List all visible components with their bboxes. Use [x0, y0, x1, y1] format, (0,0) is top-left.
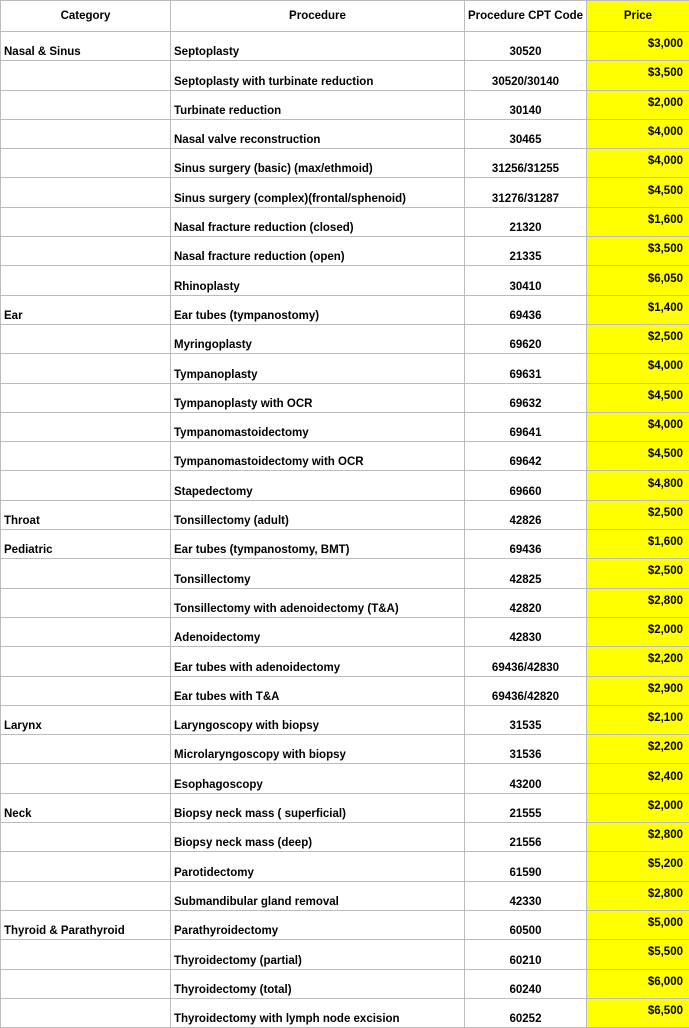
- procedure-cell: Nasal fracture reduction (closed): [171, 207, 465, 236]
- category-cell: [1, 676, 171, 705]
- procedure-cell: Thyroidectomy with lymph node excision: [171, 998, 465, 1027]
- cpt-code-cell: 69436: [465, 295, 587, 324]
- category-cell: [1, 969, 171, 998]
- category-cell: [1, 823, 171, 852]
- cpt-code-cell: 60240: [465, 969, 587, 998]
- table-row: [1, 647, 689, 676]
- cpt-code-cell: 30465: [465, 119, 587, 148]
- cpt-code-cell: 21556: [465, 823, 587, 852]
- cpt-code-cell: 69660: [465, 471, 587, 500]
- cpt-code-cell: 60500: [465, 910, 587, 939]
- cpt-code-cell: 42330: [465, 881, 587, 910]
- table-body: [1, 32, 689, 1028]
- category-cell: [1, 383, 171, 412]
- price-cell: $1,400: [587, 295, 689, 324]
- price-cell: $2,200: [587, 647, 689, 676]
- category-cell: [1, 588, 171, 617]
- price-cell: $3,000: [587, 32, 689, 61]
- procedure-cell: Sinus surgery (basic) (max/ethmoid): [171, 149, 465, 178]
- procedure-cell: Biopsy neck mass ( superficial): [171, 793, 465, 822]
- procedure-cell: Turbinate reduction: [171, 90, 465, 119]
- procedure-cell: Tympanoplasty with OCR: [171, 383, 465, 412]
- category-cell: [1, 324, 171, 353]
- price-cell: $2,500: [587, 500, 689, 529]
- header-row: [1, 1, 689, 32]
- cpt-code-cell: 30520: [465, 32, 587, 61]
- price-cell: $4,000: [587, 149, 689, 178]
- cpt-code-cell: 31535: [465, 705, 587, 734]
- cpt-code-cell: 30520/30140: [465, 61, 587, 90]
- category-cell: [1, 266, 171, 295]
- cpt-code-cell: 30140: [465, 90, 587, 119]
- category-cell: Ear: [1, 295, 171, 324]
- price-cell: $4,000: [587, 119, 689, 148]
- cpt-code-cell: 31536: [465, 735, 587, 764]
- price-cell: $2,800: [587, 588, 689, 617]
- procedure-cell: Myringoplasty: [171, 324, 465, 353]
- header-price: Price: [587, 1, 689, 32]
- price-cell: $6,050: [587, 266, 689, 295]
- category-cell: [1, 852, 171, 881]
- price-cell: $4,800: [587, 471, 689, 500]
- category-cell: Larynx: [1, 705, 171, 734]
- cpt-code-cell: 69620: [465, 324, 587, 353]
- category-cell: [1, 237, 171, 266]
- cpt-code-cell: 61590: [465, 852, 587, 881]
- table-row: [1, 324, 689, 353]
- table-row: [1, 705, 689, 734]
- table-row: [1, 90, 689, 119]
- table-row: [1, 442, 689, 471]
- procedure-cell: Tympanomastoidectomy: [171, 412, 465, 441]
- table-row: [1, 617, 689, 646]
- table-row: [1, 852, 689, 881]
- price-cell: $4,500: [587, 383, 689, 412]
- category-cell: [1, 149, 171, 178]
- procedure-cell: Nasal valve reconstruction: [171, 119, 465, 148]
- cpt-code-cell: 42830: [465, 617, 587, 646]
- procedure-cell: Ear tubes with adenoidectomy: [171, 647, 465, 676]
- price-cell: $3,500: [587, 61, 689, 90]
- price-cell: $3,500: [587, 237, 689, 266]
- price-cell: $1,600: [587, 207, 689, 236]
- category-cell: Throat: [1, 500, 171, 529]
- table-row: [1, 588, 689, 617]
- procedure-cell: Biopsy neck mass (deep): [171, 823, 465, 852]
- category-cell: [1, 412, 171, 441]
- table-row: [1, 940, 689, 969]
- table-row: [1, 998, 689, 1027]
- category-cell: [1, 998, 171, 1027]
- procedure-cell: Ear tubes (tympanostomy, BMT): [171, 530, 465, 559]
- cpt-code-cell: 69641: [465, 412, 587, 441]
- table-row: [1, 910, 689, 939]
- table-row: [1, 295, 689, 324]
- cpt-code-cell: 69436: [465, 530, 587, 559]
- price-cell: $6,000: [587, 969, 689, 998]
- category-cell: Pediatric: [1, 530, 171, 559]
- cpt-code-cell: 42825: [465, 559, 587, 588]
- category-cell: [1, 617, 171, 646]
- table-row: [1, 793, 689, 822]
- table-row: [1, 881, 689, 910]
- table-row: [1, 61, 689, 90]
- category-cell: [1, 471, 171, 500]
- cpt-code-cell: 69436/42830: [465, 647, 587, 676]
- cpt-code-cell: 69631: [465, 354, 587, 383]
- procedure-cell: Sinus surgery (complex)(frontal/sphenoid): [171, 178, 465, 207]
- procedure-cell: Tympanomastoidectomy with OCR: [171, 442, 465, 471]
- table-row: [1, 119, 689, 148]
- procedure-cell: Parathyroidectomy: [171, 910, 465, 939]
- price-cell: $2,000: [587, 90, 689, 119]
- table-row: [1, 354, 689, 383]
- category-cell: [1, 207, 171, 236]
- table-row: [1, 471, 689, 500]
- procedure-cell: Submandibular gland removal: [171, 881, 465, 910]
- procedure-cell: Parotidectomy: [171, 852, 465, 881]
- price-cell: $2,000: [587, 793, 689, 822]
- category-cell: Neck: [1, 793, 171, 822]
- category-cell: [1, 442, 171, 471]
- cpt-code-cell: 21555: [465, 793, 587, 822]
- price-cell: $5,500: [587, 940, 689, 969]
- price-cell: $4,500: [587, 442, 689, 471]
- category-cell: [1, 90, 171, 119]
- header-cpt-code: Procedure CPT Code: [465, 1, 587, 32]
- price-cell: $2,800: [587, 881, 689, 910]
- table-row: [1, 500, 689, 529]
- procedure-cell: Tympanoplasty: [171, 354, 465, 383]
- procedure-cell: Stapedectomy: [171, 471, 465, 500]
- table-row: [1, 149, 689, 178]
- table-row: [1, 764, 689, 793]
- category-cell: [1, 559, 171, 588]
- cpt-code-cell: 69642: [465, 442, 587, 471]
- cpt-code-cell: 43200: [465, 764, 587, 793]
- price-cell: $4,000: [587, 412, 689, 441]
- cpt-code-cell: 42826: [465, 500, 587, 529]
- category-cell: [1, 647, 171, 676]
- procedure-cell: Ear tubes with T&A: [171, 676, 465, 705]
- category-cell: [1, 764, 171, 793]
- table-row: [1, 237, 689, 266]
- procedure-cell: Microlaryngoscopy with biopsy: [171, 735, 465, 764]
- procedure-cell: Thyroidectomy (total): [171, 969, 465, 998]
- price-cell: $2,800: [587, 823, 689, 852]
- table-row: [1, 412, 689, 441]
- cpt-code-cell: 60252: [465, 998, 587, 1027]
- table-row: [1, 178, 689, 207]
- procedure-cell: Tonsillectomy with adenoidectomy (T&A): [171, 588, 465, 617]
- table-row: [1, 559, 689, 588]
- table-row: [1, 676, 689, 705]
- price-cell: $5,200: [587, 852, 689, 881]
- price-cell: $2,000: [587, 617, 689, 646]
- header-procedure: Procedure: [171, 1, 465, 32]
- price-cell: $1,600: [587, 530, 689, 559]
- table-row: [1, 823, 689, 852]
- procedure-cell: Rhinoplasty: [171, 266, 465, 295]
- procedure-cell: Nasal fracture reduction (open): [171, 237, 465, 266]
- header-category: Category: [1, 1, 171, 32]
- cpt-code-cell: 21335: [465, 237, 587, 266]
- price-cell: $2,100: [587, 705, 689, 734]
- price-cell: $2,500: [587, 324, 689, 353]
- procedure-cell: Thyroidectomy (partial): [171, 940, 465, 969]
- table-row: [1, 383, 689, 412]
- cpt-code-cell: 21320: [465, 207, 587, 236]
- table-row: [1, 207, 689, 236]
- category-cell: [1, 119, 171, 148]
- price-cell: $4,000: [587, 354, 689, 383]
- category-cell: Nasal & Sinus: [1, 32, 171, 61]
- table-row: [1, 266, 689, 295]
- category-cell: [1, 881, 171, 910]
- procedure-cell: Ear tubes (tympanostomy): [171, 295, 465, 324]
- category-cell: [1, 940, 171, 969]
- price-cell: $4,500: [587, 178, 689, 207]
- cpt-code-cell: 31276/31287: [465, 178, 587, 207]
- procedure-cell: Adenoidectomy: [171, 617, 465, 646]
- cpt-code-cell: 31256/31255: [465, 149, 587, 178]
- cpt-code-cell: 69436/42820: [465, 676, 587, 705]
- category-cell: [1, 354, 171, 383]
- cpt-code-cell: 60210: [465, 940, 587, 969]
- cpt-code-cell: 42820: [465, 588, 587, 617]
- table-row: [1, 969, 689, 998]
- procedure-cell: Tonsillectomy: [171, 559, 465, 588]
- category-cell: [1, 178, 171, 207]
- price-cell: $2,400: [587, 764, 689, 793]
- procedure-cell: Laryngoscopy with biopsy: [171, 705, 465, 734]
- price-cell: $2,500: [587, 559, 689, 588]
- price-cell: $2,900: [587, 676, 689, 705]
- procedure-cell: Septoplasty: [171, 32, 465, 61]
- table-row: [1, 735, 689, 764]
- procedure-cell: Septoplasty with turbinate reduction: [171, 61, 465, 90]
- price-cell: $2,200: [587, 735, 689, 764]
- procedure-cell: Esophagoscopy: [171, 764, 465, 793]
- price-cell: $6,500: [587, 998, 689, 1027]
- category-cell: Thyroid & Parathyroid: [1, 910, 171, 939]
- category-cell: [1, 61, 171, 90]
- table-row: [1, 32, 689, 61]
- table-row: [1, 530, 689, 559]
- cpt-code-cell: 30410: [465, 266, 587, 295]
- price-cell: $5,000: [587, 910, 689, 939]
- procedure-cell: Tonsillectomy (adult): [171, 500, 465, 529]
- category-cell: [1, 735, 171, 764]
- cpt-code-cell: 69632: [465, 383, 587, 412]
